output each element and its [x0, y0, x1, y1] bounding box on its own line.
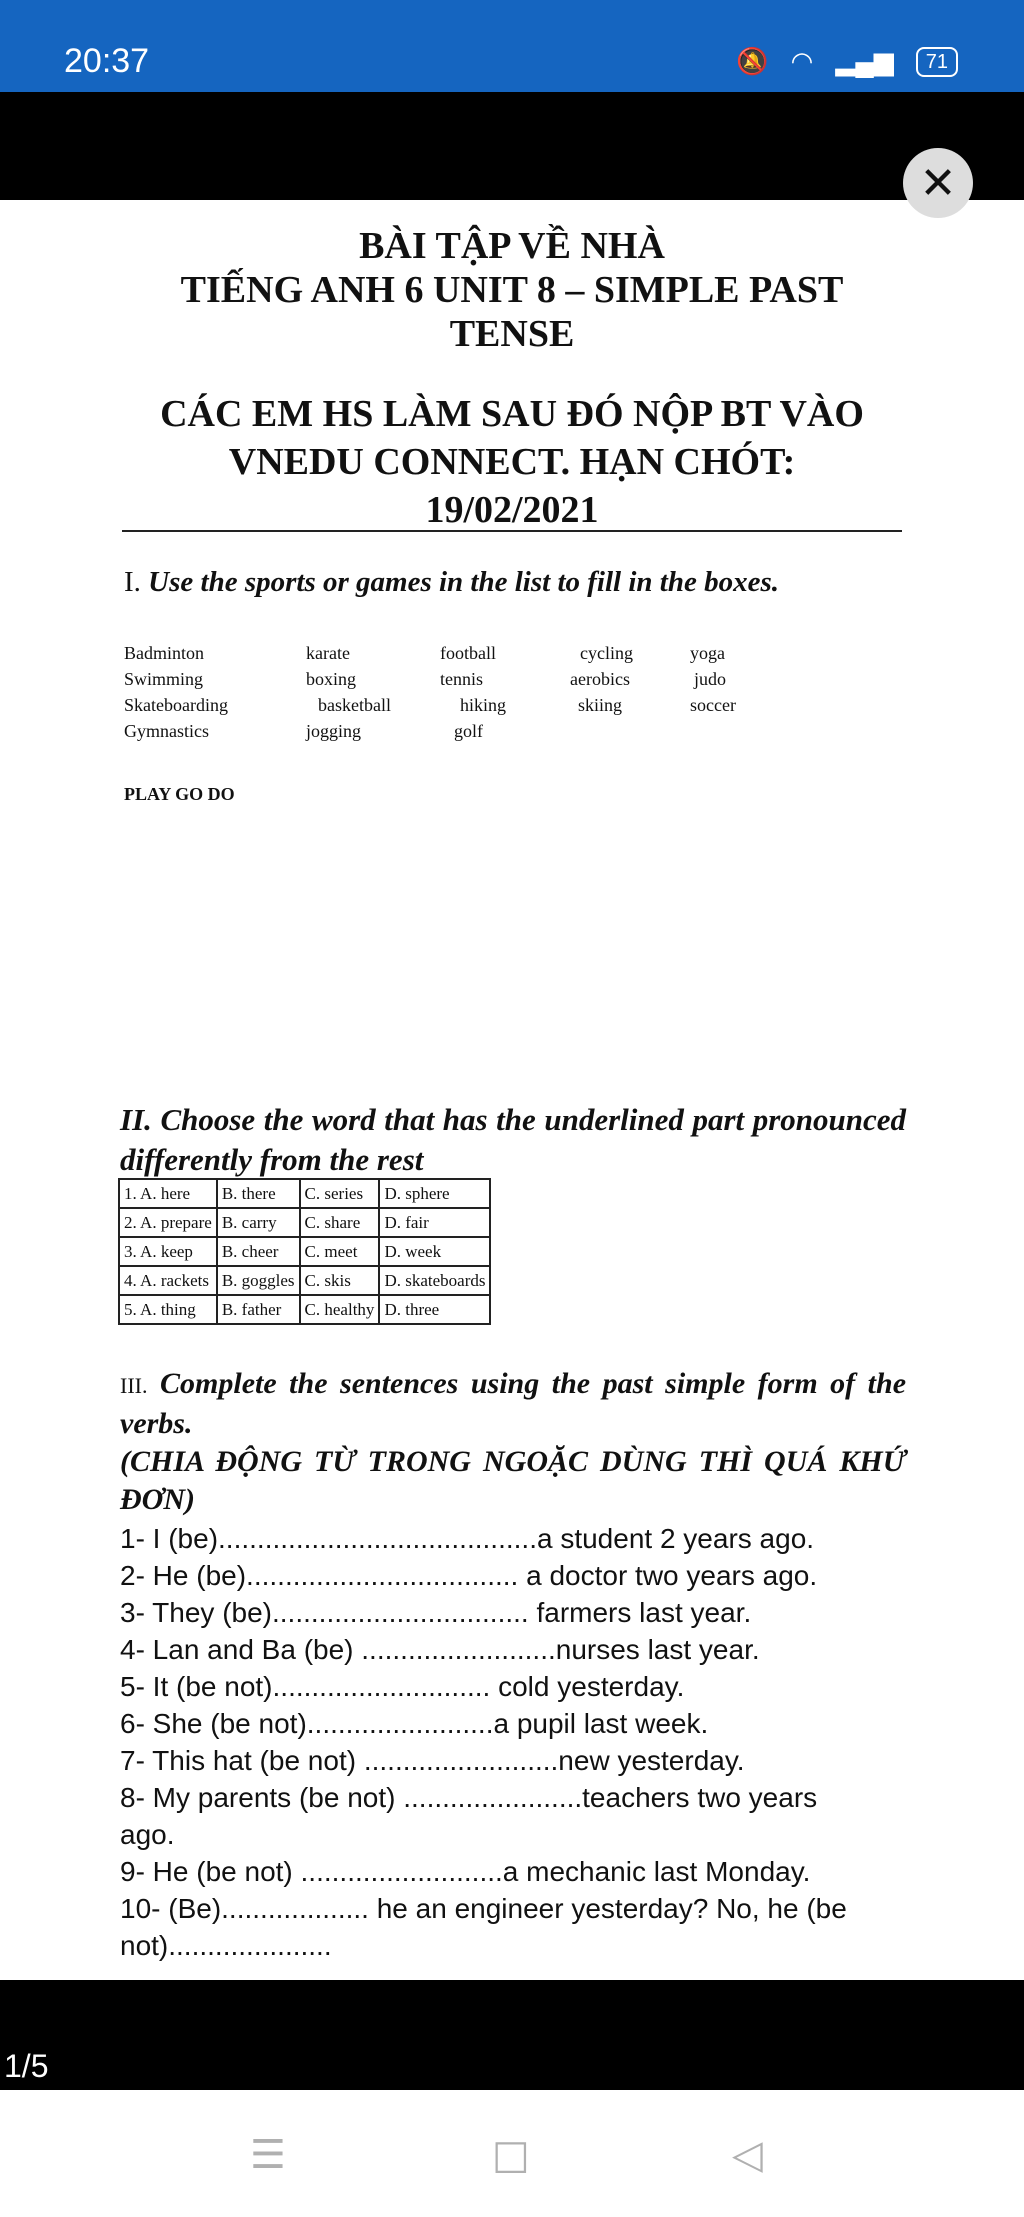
close-icon: ✕ [919, 157, 957, 209]
word: tennis [440, 669, 483, 689]
viewer-top-bar [0, 92, 1024, 200]
status-icons [736, 46, 958, 77]
doc-title-line: TIẾNG ANH 6 UNIT 8 – SIMPLE PAST [180, 269, 844, 311]
section-3-heading: III. Complete the sentences using the past simple form of the verbs. (CHIA ĐỘNG TỪ TRONG NGOẶC DÙNG THÌ QUÁ KHỨ ĐƠN) [120, 1367, 907, 1516]
table-cell: 1. A. here [119, 1179, 217, 1208]
sentence-line: 7- This hat (be not) .........................new yesterday. [120, 1745, 745, 1776]
viewer-bottom-bar [0, 1980, 1024, 2090]
doc-deadline: 19/02/2021 [425, 489, 599, 531]
status-bar [0, 0, 1024, 92]
doc-subtitle-line: VNEDU CONNECT. HẠN CHÓT: [228, 441, 796, 483]
word: hiking [460, 695, 507, 715]
sentence-line: 4- Lan and Ba (be) .........................nurses last year. [120, 1634, 760, 1665]
word: Swimming [124, 669, 204, 689]
table-row [119, 1179, 490, 1208]
table-cell: B. cheer [217, 1237, 300, 1266]
word: skiing [578, 695, 623, 715]
square-icon: □ [492, 2132, 530, 2178]
section-1-heading: I. Use the sports or games in the list to fill in the boxes. [124, 566, 779, 598]
table-cell: D. skateboards [379, 1266, 490, 1295]
sentence-line: not)..................... [120, 1930, 332, 1961]
table-cell: B. carry [217, 1208, 300, 1237]
sentence-line: 2- He (be)................................... a doctor two years ago. [120, 1560, 818, 1591]
sentence-line: 9- He (be not) ..........................a mechanic last Monday. [120, 1856, 811, 1887]
status-time: 20:37 [64, 42, 150, 80]
pronunciation-table [118, 1178, 491, 1325]
sentence-line: 5- It (be not)............................ cold yesterday. [120, 1671, 685, 1702]
word: karate [306, 643, 350, 663]
word: soccer [690, 695, 736, 715]
word: Skateboarding [124, 695, 228, 715]
table-cell: C. meet [300, 1237, 380, 1266]
word: aerobics [570, 669, 630, 689]
word: judo [694, 669, 727, 689]
back-triangle-icon: ◁ [732, 2132, 763, 2178]
table-cell: 2. A. prepare [119, 1208, 217, 1237]
doc-title-line: BÀI TẬP VỀ NHÀ [359, 225, 665, 267]
doc-subtitle-line: CÁC EM HS LÀM SAU ĐÓ NỘP BT VÀO [160, 393, 864, 435]
table-row [119, 1266, 490, 1295]
word: Badminton [124, 643, 204, 663]
mute-icon: 🔕 [736, 46, 769, 76]
wifi-icon: ◠ [790, 46, 814, 76]
table-row [119, 1295, 490, 1324]
table-cell: 4. A. rackets [119, 1266, 217, 1295]
signal-icon: ▂▄▆ [835, 46, 894, 76]
table-cell: D. three [379, 1295, 490, 1324]
word: yoga [690, 643, 725, 663]
divider [122, 530, 902, 532]
back-button[interactable] [732, 2132, 763, 2178]
table-cell: C. share [300, 1208, 380, 1237]
sentence-line: 1- I (be).........................................a student 2 years ago. [120, 1523, 815, 1554]
menu-icon: ☰ [250, 2132, 286, 2178]
doc-title-line: TENSE [449, 313, 575, 355]
word: jogging [306, 721, 362, 741]
section-3-vietnamese: (CHIA ĐỘNG TỪ TRONG NGOẶC DÙNG THÌ QUÁ KHỨ ĐƠN) [120, 1445, 906, 1516]
table-cell: D. fair [379, 1208, 490, 1237]
page-indicator: 1/5 [4, 2048, 49, 2084]
play-go-do-label: PLAY GO DO [124, 784, 235, 804]
table-cell: 5. A. thing [119, 1295, 217, 1324]
table-cell: B. there [217, 1179, 300, 1208]
table-cell: D. sphere [379, 1179, 490, 1208]
word: cycling [580, 643, 633, 663]
word: football [440, 643, 496, 663]
table-cell: C. skis [300, 1266, 380, 1295]
sentence-list [120, 1520, 910, 1964]
home-button[interactable] [492, 2132, 530, 2178]
recent-apps-button[interactable] [250, 2132, 286, 2178]
table-cell: C. healthy [300, 1295, 380, 1324]
table-cell: B. father [217, 1295, 300, 1324]
word: basketball [318, 695, 391, 715]
table-cell: C. series [300, 1179, 380, 1208]
table-cell: D. week [379, 1237, 490, 1266]
battery-icon: 71 [916, 47, 958, 77]
sentence-line: ago. [120, 1819, 175, 1850]
sentence-line: 3- They (be)................................. farmers last year. [120, 1597, 752, 1628]
word: golf [454, 721, 483, 741]
table-row [119, 1237, 490, 1266]
word: boxing [306, 669, 357, 689]
sentence-line: 8- My parents (be not) .......................teachers two years [120, 1782, 818, 1813]
document-page [0, 200, 1024, 1980]
table-cell: 3. A. keep [119, 1237, 217, 1266]
section-2-heading: II. Choose the word that has the underlined part pronounced differently from the rest [120, 1102, 906, 1177]
table-cell: B. goggles [217, 1266, 300, 1295]
word: Gymnastics [124, 721, 209, 741]
table-row [119, 1208, 490, 1237]
sentence-line: 6- She (be not)........................a pupil last week. [120, 1708, 709, 1739]
sentence-line: 10- (Be)................... he an engineer yesterday? No, he (be [120, 1893, 847, 1924]
